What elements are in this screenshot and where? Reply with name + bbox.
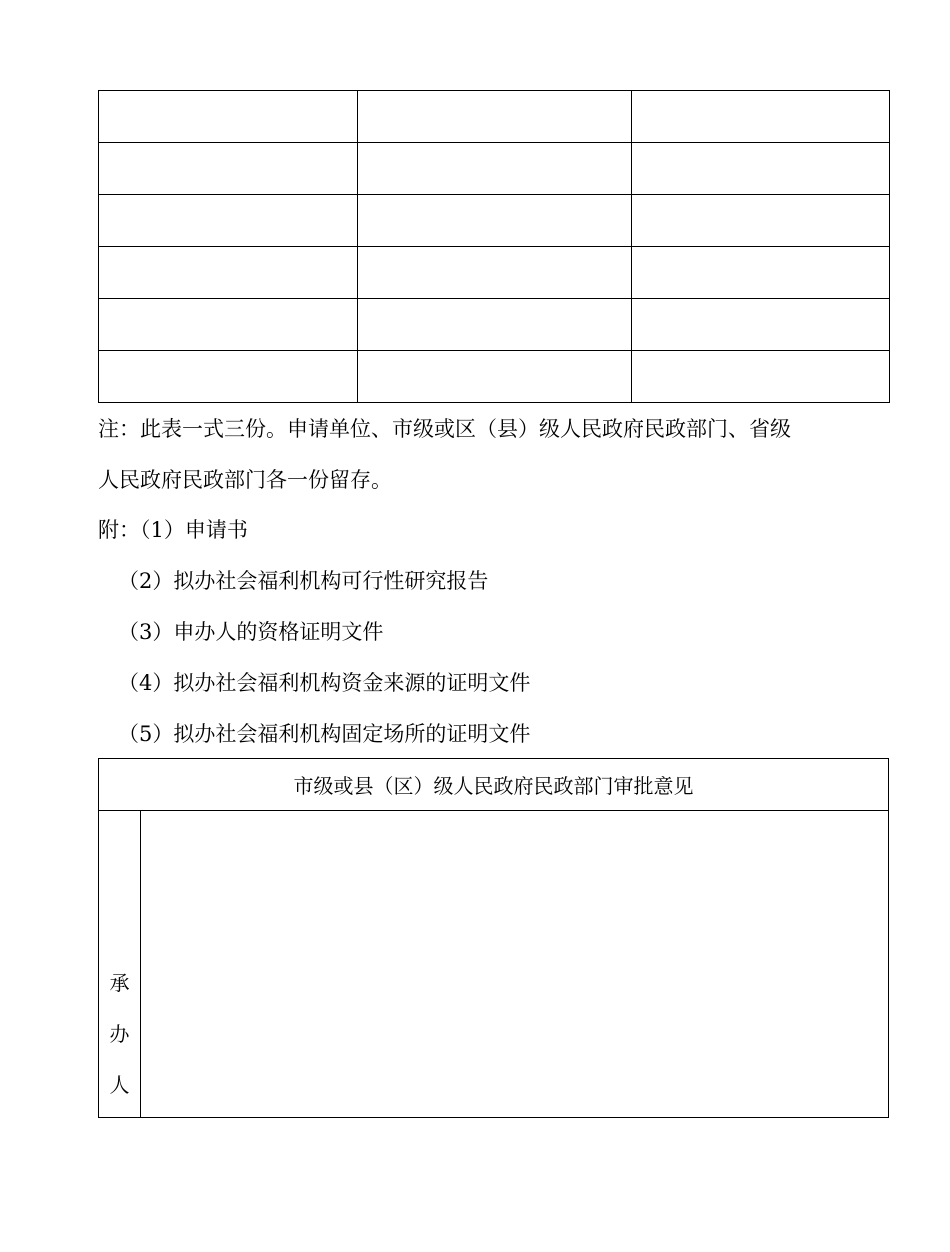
note-line-1: 注：此表一式三份。申请单位、市级或区（县）级人民政府民政部门、省级	[98, 417, 791, 441]
table-cell[interactable]	[358, 195, 632, 247]
note-line-2: 人民政府民政部门各一份留存。	[98, 468, 392, 492]
table-cell[interactable]	[632, 195, 890, 247]
table-cell[interactable]	[632, 143, 890, 195]
table-cell[interactable]	[632, 91, 890, 143]
table-cell[interactable]	[632, 247, 890, 299]
table-cell[interactable]	[632, 299, 890, 351]
table-cell[interactable]	[632, 351, 890, 403]
handler-label	[99, 811, 141, 1117]
table-cell[interactable]	[358, 351, 632, 403]
table-row	[99, 143, 890, 195]
blank-form-table	[98, 90, 890, 403]
table-row	[99, 91, 890, 143]
table-cell[interactable]	[99, 351, 358, 403]
table-row	[99, 247, 890, 299]
table-cell[interactable]	[99, 91, 358, 143]
table-cell[interactable]	[358, 91, 632, 143]
attachment-item: （5）拟办社会福利机构固定场所的证明文件	[118, 722, 531, 746]
approval-section	[98, 758, 889, 1118]
approval-title: 市级或县（区）级人民政府民政部门审批意见	[99, 759, 888, 811]
attachment-item: （3）申办人的资格证明文件	[118, 620, 384, 644]
handler-char: 办	[109, 1022, 130, 1046]
handler-char: 人	[109, 1073, 130, 1097]
table-cell[interactable]	[358, 299, 632, 351]
table-cell[interactable]	[99, 143, 358, 195]
attachment-item: （2）拟办社会福利机构可行性研究报告	[118, 569, 489, 593]
table-cell[interactable]	[99, 195, 358, 247]
attachments-label: 附：（1）申请书	[98, 518, 248, 542]
table-row	[99, 195, 890, 247]
approval-opinion-field[interactable]	[141, 811, 888, 1117]
table-row	[99, 299, 890, 351]
table-cell[interactable]	[99, 247, 358, 299]
table-cell[interactable]	[358, 247, 632, 299]
attachment-item: （4）拟办社会福利机构资金来源的证明文件	[118, 671, 531, 695]
table-cell[interactable]	[358, 143, 632, 195]
table-cell[interactable]	[99, 299, 358, 351]
table-row	[99, 351, 890, 403]
handler-char: 承	[109, 971, 130, 995]
approval-body	[99, 811, 888, 1117]
